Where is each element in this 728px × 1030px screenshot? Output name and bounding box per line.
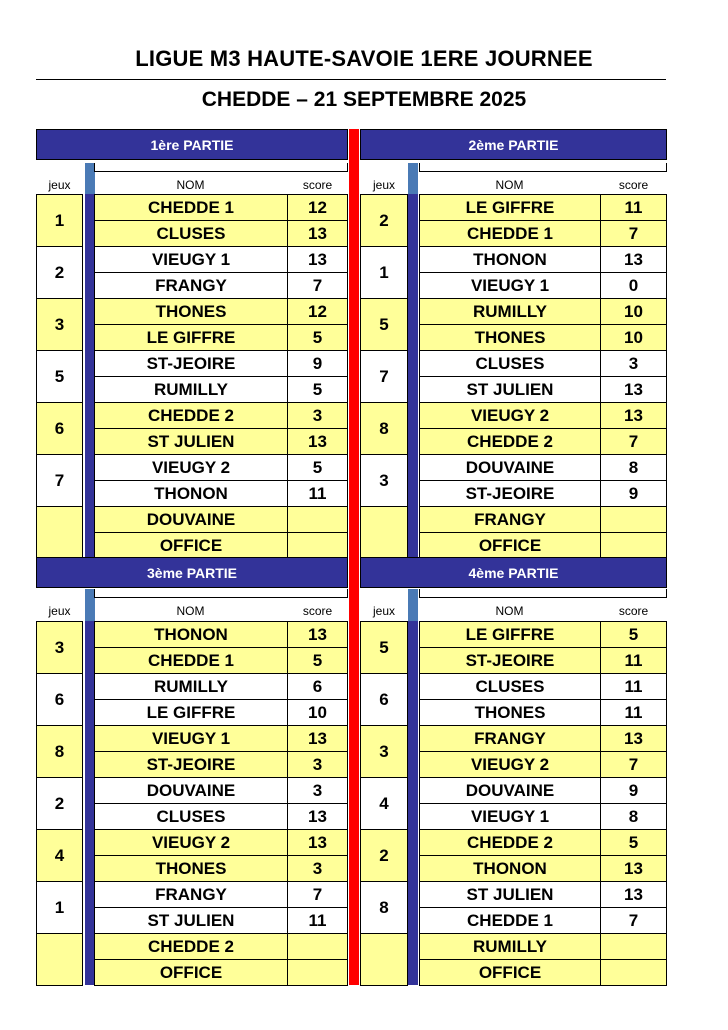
team-name-cell: CHEDDE 1	[94, 647, 288, 674]
score-cell: 13	[287, 725, 348, 752]
partie-header: 2ème PARTIE	[360, 129, 667, 160]
score-cell	[600, 506, 667, 533]
page-subtitle: CHEDDE – 21 SEPTEMBRE 2025	[201, 88, 527, 111]
team-name-cell: FRANGY	[94, 881, 288, 908]
team-name-cell: CLUSES	[419, 350, 601, 377]
team-name-cell: ST-JEOIRE	[94, 350, 288, 377]
jeux-cell	[36, 933, 83, 986]
score-cell: 13	[600, 725, 667, 752]
score-cell: 3	[287, 777, 348, 804]
score-cell: 13	[287, 220, 348, 247]
team-name-cell: CHEDDE 1	[419, 220, 601, 247]
jeux-cell: 1	[36, 881, 83, 934]
score-cell: 13	[600, 376, 667, 403]
jeux-cell: 8	[360, 402, 408, 455]
col-head-nom: NOM	[176, 604, 205, 618]
team-name-cell: THONES	[419, 324, 601, 351]
team-name-cell: RUMILLY	[94, 376, 288, 403]
score-cell: 10	[600, 298, 667, 325]
team-name-cell: RUMILLY	[419, 933, 601, 960]
col-head-jeux: jeux	[48, 604, 71, 618]
score-cell: 11	[287, 907, 348, 934]
column-divider-bar	[408, 589, 418, 985]
score-cell: 13	[287, 428, 348, 455]
jeux-cell: 8	[36, 725, 83, 778]
col-head-score: score	[302, 604, 333, 618]
team-name-cell: VIEUGY 2	[94, 454, 288, 481]
score-cell: 5	[287, 454, 348, 481]
team-name-cell: ST-JEOIRE	[419, 647, 601, 674]
team-name-cell: THONON	[94, 480, 288, 507]
score-cell: 10	[600, 324, 667, 351]
jeux-cell: 8	[360, 881, 408, 934]
page-title: LIGUE M3 HAUTE-SAVOIE 1ERE JOURNEE	[135, 46, 593, 71]
team-name-cell: OFFICE	[94, 532, 288, 559]
team-name-cell: ST JULIEN	[419, 376, 601, 403]
team-name-cell: CLUSES	[94, 803, 288, 830]
score-cell	[287, 959, 348, 986]
team-name-cell: CHEDDE 1	[419, 907, 601, 934]
jeux-cell: 2	[36, 246, 83, 299]
team-name-cell: THONON	[419, 855, 601, 882]
team-name-cell: CHEDDE 2	[419, 428, 601, 455]
score-cell	[287, 532, 348, 559]
col-head-nom: NOM	[495, 604, 524, 618]
jeux-cell: 7	[36, 454, 83, 507]
jeux-cell: 1	[360, 246, 408, 299]
score-cell: 0	[600, 272, 667, 299]
score-cell: 11	[600, 647, 667, 674]
team-name-cell: VIEUGY 1	[419, 272, 601, 299]
team-name-cell: ST-JEOIRE	[94, 751, 288, 778]
score-cell	[600, 933, 667, 960]
team-name-cell: CHEDDE 1	[94, 194, 288, 221]
team-name-cell: FRANGY	[419, 506, 601, 533]
score-cell: 5	[600, 829, 667, 856]
team-name-cell: RUMILLY	[419, 298, 601, 325]
col-head-jeux: jeux	[372, 178, 395, 192]
red-separator	[349, 557, 359, 985]
score-cell: 9	[600, 777, 667, 804]
team-name-cell: ST-JEOIRE	[419, 480, 601, 507]
header-gap-row	[94, 163, 348, 172]
score-cell	[600, 532, 667, 559]
team-name-cell: LE GIFFRE	[419, 621, 601, 648]
team-name-cell: THONON	[94, 621, 288, 648]
title-divider	[36, 79, 666, 80]
score-cell: 7	[600, 220, 667, 247]
jeux-cell: 2	[36, 777, 83, 830]
score-cell: 13	[287, 246, 348, 273]
jeux-cell: 6	[36, 402, 83, 455]
team-name-cell: THONES	[419, 699, 601, 726]
score-cell: 3	[287, 402, 348, 429]
col-head-score: score	[618, 604, 649, 618]
jeux-cell: 7	[360, 350, 408, 403]
score-cell: 10	[287, 699, 348, 726]
team-name-cell: CLUSES	[94, 220, 288, 247]
team-name-cell: FRANGY	[94, 272, 288, 299]
score-cell: 13	[600, 246, 667, 273]
jeux-cell: 4	[360, 777, 408, 830]
team-name-cell: CLUSES	[419, 673, 601, 700]
partie-header: 4ème PARTIE	[360, 557, 667, 588]
score-cell: 7	[287, 881, 348, 908]
team-name-cell: DOUVAINE	[94, 777, 288, 804]
team-name-cell: LE GIFFRE	[94, 699, 288, 726]
partie-block-2	[36, 557, 667, 985]
team-name-cell: LE GIFFRE	[94, 324, 288, 351]
score-cell: 11	[600, 699, 667, 726]
jeux-cell: 2	[360, 829, 408, 882]
col-head-nom: NOM	[176, 178, 205, 192]
column-divider-bar-top	[408, 589, 418, 621]
score-cell: 5	[287, 647, 348, 674]
jeux-cell	[36, 506, 83, 559]
team-name-cell: CHEDDE 2	[419, 829, 601, 856]
team-name-cell: VIEUGY 1	[94, 246, 288, 273]
team-name-cell: OFFICE	[94, 959, 288, 986]
score-cell: 3	[287, 855, 348, 882]
score-cell: 7	[287, 272, 348, 299]
score-cell: 13	[600, 402, 667, 429]
jeux-cell: 6	[36, 673, 83, 726]
column-divider-bar	[408, 163, 418, 558]
jeux-cell: 4	[36, 829, 83, 882]
score-cell: 12	[287, 298, 348, 325]
score-cell: 11	[600, 194, 667, 221]
team-name-cell: CHEDDE 2	[94, 402, 288, 429]
score-cell: 3	[600, 350, 667, 377]
score-cell: 7	[600, 751, 667, 778]
jeux-cell: 5	[360, 621, 408, 674]
score-cell: 13	[600, 881, 667, 908]
score-cell	[287, 933, 348, 960]
score-cell: 7	[600, 428, 667, 455]
col-head-jeux: jeux	[48, 178, 71, 192]
team-name-cell: DOUVAINE	[419, 454, 601, 481]
team-name-cell: OFFICE	[419, 532, 601, 559]
score-cell: 8	[600, 454, 667, 481]
partie-header: 1ère PARTIE	[36, 129, 348, 160]
jeux-cell	[360, 933, 408, 986]
col-head-jeux: jeux	[372, 604, 395, 618]
team-name-cell: ST JULIEN	[94, 428, 288, 455]
team-name-cell: THONES	[94, 855, 288, 882]
score-cell: 12	[287, 194, 348, 221]
col-head-score: score	[618, 178, 649, 192]
score-cell: 13	[287, 621, 348, 648]
col-head-score: score	[302, 178, 333, 192]
team-name-cell: ST JULIEN	[419, 881, 601, 908]
column-divider-bar-top	[408, 163, 418, 194]
score-cell	[287, 506, 348, 533]
jeux-cell: 5	[36, 350, 83, 403]
team-name-cell: THONES	[94, 298, 288, 325]
score-cell: 5	[600, 621, 667, 648]
score-cell: 11	[600, 673, 667, 700]
team-name-cell: OFFICE	[419, 959, 601, 986]
team-name-cell: CHEDDE 2	[94, 933, 288, 960]
jeux-cell	[360, 506, 408, 559]
score-cell: 11	[287, 480, 348, 507]
header-gap-row	[419, 589, 667, 598]
score-cell: 8	[600, 803, 667, 830]
jeux-cell: 3	[36, 298, 83, 351]
team-name-cell: LE GIFFRE	[419, 194, 601, 221]
jeux-cell: 3	[360, 725, 408, 778]
red-separator	[349, 129, 359, 558]
jeux-cell: 2	[360, 194, 408, 247]
score-cell: 13	[287, 829, 348, 856]
jeux-cell: 5	[360, 298, 408, 351]
score-cell: 6	[287, 673, 348, 700]
team-name-cell: ST JULIEN	[94, 907, 288, 934]
score-cell: 7	[600, 907, 667, 934]
header-gap-row	[419, 163, 667, 172]
score-cell: 3	[287, 751, 348, 778]
score-cell: 13	[600, 855, 667, 882]
score-cell: 5	[287, 324, 348, 351]
team-name-cell: VIEUGY 2	[419, 402, 601, 429]
team-name-cell: VIEUGY 1	[94, 725, 288, 752]
header-gap-row	[94, 589, 348, 598]
team-name-cell: DOUVAINE	[419, 777, 601, 804]
team-name-cell: VIEUGY 1	[419, 803, 601, 830]
jeux-cell: 1	[36, 194, 83, 247]
partie-block-1	[36, 129, 667, 558]
team-name-cell: DOUVAINE	[94, 506, 288, 533]
jeux-cell: 3	[36, 621, 83, 674]
team-name-cell: VIEUGY 2	[94, 829, 288, 856]
col-head-nom: NOM	[495, 178, 524, 192]
score-cell: 9	[287, 350, 348, 377]
score-cell: 5	[287, 376, 348, 403]
partie-header: 3ème PARTIE	[36, 557, 348, 588]
team-name-cell: FRANGY	[419, 725, 601, 752]
team-name-cell: VIEUGY 2	[419, 751, 601, 778]
jeux-cell: 6	[360, 673, 408, 726]
team-name-cell: THONON	[419, 246, 601, 273]
team-name-cell: RUMILLY	[94, 673, 288, 700]
score-cell: 9	[600, 480, 667, 507]
score-cell: 13	[287, 803, 348, 830]
score-cell	[600, 959, 667, 986]
jeux-cell: 3	[360, 454, 408, 507]
